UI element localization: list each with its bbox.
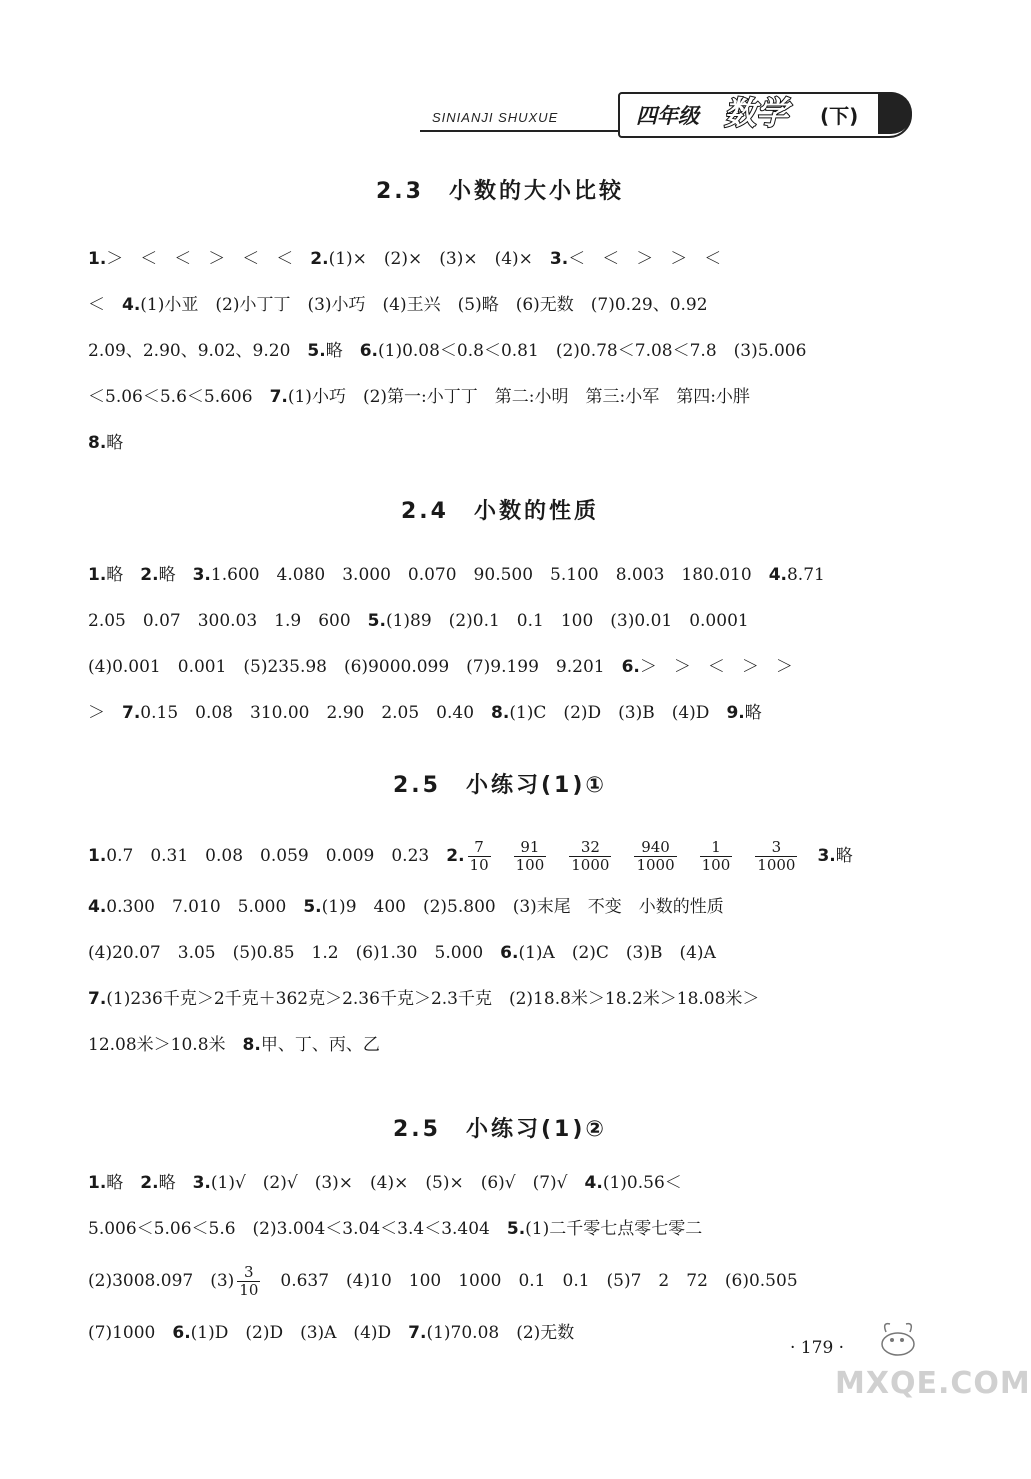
question-number: 8. <box>88 433 107 453</box>
answer-text: ＜5.06＜5.6＜5.606 <box>88 387 270 407</box>
answer-text: ＞ ＞ ＜ ＞ ＞ <box>639 657 793 677</box>
question-number: 6. <box>500 943 519 963</box>
question-number: 1. <box>88 249 107 269</box>
answer-text: 略 <box>835 846 853 866</box>
question-number: 2. <box>310 249 329 269</box>
fraction <box>468 839 491 874</box>
answer-line <box>88 828 918 884</box>
answer-text: 0.15 0.08 310.00 2.90 2.05 0.40 <box>140 703 492 723</box>
answer-text: (1)小巧 (2)第一:小丁丁 第二:小明 第三:小军 第四:小胖 <box>287 387 750 407</box>
answer-text: 2.09、2.90、9.02、9.20 <box>88 341 308 361</box>
question-number: 5. <box>506 1219 526 1239</box>
answer-text: (1)小亚 (2)小丁丁 (3)小巧 (4)王兴 (5)略 (6)无数 (7)0.29、0.92 <box>140 295 708 315</box>
answer-text: 略 <box>744 703 762 723</box>
answer-text: 0.7 0.31 0.08 0.059 0.009 0.23 <box>106 846 430 866</box>
fraction-denominator: 10 <box>239 1281 259 1299</box>
question-number: 1. <box>88 565 107 585</box>
answer-line <box>88 598 918 644</box>
answer-text: 略 <box>106 565 141 585</box>
fraction-numerator: 91 <box>514 839 547 857</box>
answer-line <box>88 1206 918 1252</box>
header-volume: (下) <box>820 104 859 128</box>
answer-text: (1)C (2)D (3)B (4)D <box>509 703 727 723</box>
answer-text: (1)236千克＞2千克＋362克＞2.36千克＞2.3千克 (2)18.8米＞18.2米＞18.08米＞ <box>106 989 760 1009</box>
answer-text: (1)0.56＜ <box>602 1173 682 1193</box>
answer-text: (1)9 400 (2)5.800 (3)末尾 不变 小数的性质 <box>321 897 724 917</box>
fraction <box>700 839 733 874</box>
header-book-badge <box>618 92 912 138</box>
answer-text: 略 <box>325 341 360 361</box>
question-number: 5. <box>367 611 386 631</box>
question-number: 6. <box>621 657 640 677</box>
page-header <box>420 84 920 148</box>
answer-text: (1)A (2)C (3)B (4)A <box>518 943 716 963</box>
fraction-numerator: 1 <box>700 839 733 857</box>
answer-line <box>88 552 918 598</box>
answer-text: (2)3008.097 (3) <box>88 1271 235 1291</box>
section-title-2-5-2: 2.5 小练习(1)② <box>392 1117 608 1142</box>
header-pinyin: SINIANJI SHUXUE <box>432 110 559 125</box>
fraction-denominator: 1000 <box>571 856 610 874</box>
answer-line <box>88 1022 918 1068</box>
answer-text: (1)√ (2)√ (3)× (4)× (5)× (6)√ (7)√ <box>210 1173 585 1193</box>
answer-text: 略 <box>106 433 124 453</box>
answer-text: (1)× (2)× (3)× (4)× <box>328 249 550 269</box>
question-number: 8. <box>491 703 510 723</box>
answer-text: (1)0.08＜0.8＜0.81 (2)0.78＜7.08＜7.8 (3)5.006 <box>378 341 807 361</box>
answer-text: 略 <box>158 565 193 585</box>
question-number: 7. <box>88 989 107 1009</box>
answer-line <box>88 282 918 328</box>
mascot-icon <box>872 1318 924 1358</box>
question-number: 4. <box>584 1173 603 1193</box>
question-number: 4. <box>768 565 787 585</box>
question-number: 5. <box>307 341 326 361</box>
answer-line <box>88 328 918 374</box>
section-title-2-5-1: 2.5 小练习(1)① <box>392 773 608 798</box>
answer-text: 5.006＜5.06＜5.6 (2)3.004＜3.04＜3.4＜3.404 <box>88 1219 507 1239</box>
answer-text: (1)70.08 (2)无数 <box>426 1323 575 1343</box>
section-body-2-5-1 <box>88 828 918 1068</box>
answer-text: 0.300 7.010 5.000 <box>106 897 304 917</box>
section-body-2-4 <box>88 552 918 736</box>
fraction-numerator: 32 <box>569 839 611 857</box>
answer-text: 1.600 4.080 3.000 0.070 90.500 5.100 8.003 180.010 <box>210 565 769 585</box>
question-number: 4. <box>88 897 107 917</box>
question-number: 3. <box>549 249 569 269</box>
answer-line <box>88 644 918 690</box>
question-number: 7. <box>269 387 288 407</box>
answer-text: ＜ ＜ ＞ ＞ ＜ <box>568 249 722 269</box>
answer-text: (1)89 (2)0.1 0.1 100 (3)0.01 0.0001 <box>385 611 749 631</box>
answer-text: 0.637 (4)10 100 1000 0.1 0.1 (5)7 2 72 (6)0.505 <box>263 1271 798 1291</box>
fraction-denominator: 1000 <box>636 856 675 874</box>
answer-text: 略 <box>106 1173 141 1193</box>
question-number: 7. <box>122 703 141 723</box>
answer-text: 略 <box>158 1173 193 1193</box>
question-number: 3. <box>192 1173 211 1193</box>
question-number: 2. <box>446 846 465 866</box>
answer-line <box>88 236 918 282</box>
question-number: 5. <box>303 897 322 917</box>
answer-text: (4)20.07 3.05 (5)0.85 1.2 (6)1.30 5.000 <box>88 943 501 963</box>
fraction-denominator: 10 <box>469 856 489 874</box>
answer-line <box>88 884 918 930</box>
fraction-numerator: 3 <box>755 839 797 857</box>
answer-text: (1)二千零七点零七零二 <box>525 1219 703 1239</box>
answer-text: ＞ <box>88 703 122 723</box>
question-number: 2. <box>140 1173 159 1193</box>
fraction-denominator: 100 <box>701 856 731 874</box>
answer-text: 8.71 <box>786 565 825 585</box>
fraction <box>514 839 547 874</box>
fraction <box>755 839 797 874</box>
question-number: 3. <box>192 565 211 585</box>
question-number: 6. <box>359 341 378 361</box>
answer-text: 12.08米＞10.8米 <box>88 1035 243 1055</box>
question-number: 7. <box>408 1323 427 1343</box>
page-number: · 179 · <box>790 1338 845 1358</box>
fraction-numerator: 3 <box>237 1264 260 1282</box>
answer-line <box>88 1252 918 1310</box>
answer-text: ＞ ＜ ＜ ＞ ＜ ＜ <box>106 249 311 269</box>
header-subject: 数学 <box>724 94 789 132</box>
question-number: 8. <box>242 1035 261 1055</box>
fraction-denominator: 1000 <box>757 856 796 874</box>
section-title-2-3: 2.3 小数的大小比较 <box>376 179 624 204</box>
answer-line <box>88 1160 918 1206</box>
answer-text: 2.05 0.07 300.03 1.9 600 <box>88 611 368 631</box>
section-body-2-5-2 <box>88 1160 918 1356</box>
fraction <box>569 839 611 874</box>
answer-line <box>88 374 918 420</box>
answer-text: ＜ <box>88 295 122 315</box>
answer-line <box>88 690 918 736</box>
watermark: MXQE.COM <box>835 1366 1031 1401</box>
section-title-2-4: 2.4 小数的性质 <box>401 499 599 524</box>
answer-line <box>88 420 918 466</box>
fraction <box>237 1264 260 1299</box>
fraction <box>634 839 676 874</box>
question-number: 1. <box>88 846 107 866</box>
section-body-2-3 <box>88 236 918 466</box>
answer-line <box>88 976 918 1022</box>
answer-text: (4)0.001 0.001 (5)235.98 (6)9000.099 (7)9.199 9.201 <box>88 657 622 677</box>
question-number: 4. <box>122 295 141 315</box>
fraction-numerator: 940 <box>634 839 676 857</box>
header-grade: 四年级 <box>636 104 699 128</box>
fraction-numerator: 7 <box>468 839 491 857</box>
fraction-denominator: 100 <box>515 856 545 874</box>
answer-text: 甲、丁、丙、乙 <box>260 1035 380 1055</box>
question-number: 9. <box>726 703 745 723</box>
answer-text: (7)1000 <box>88 1323 173 1343</box>
question-number: 6. <box>172 1323 191 1343</box>
header-rule <box>420 130 620 132</box>
header-tab-decoration <box>878 92 912 134</box>
answer-line <box>88 930 918 976</box>
answer-text: (1)D (2)D (3)A (4)D <box>190 1323 409 1343</box>
question-number: 2. <box>140 565 159 585</box>
question-number: 3. <box>817 846 836 866</box>
question-number: 1. <box>88 1173 107 1193</box>
